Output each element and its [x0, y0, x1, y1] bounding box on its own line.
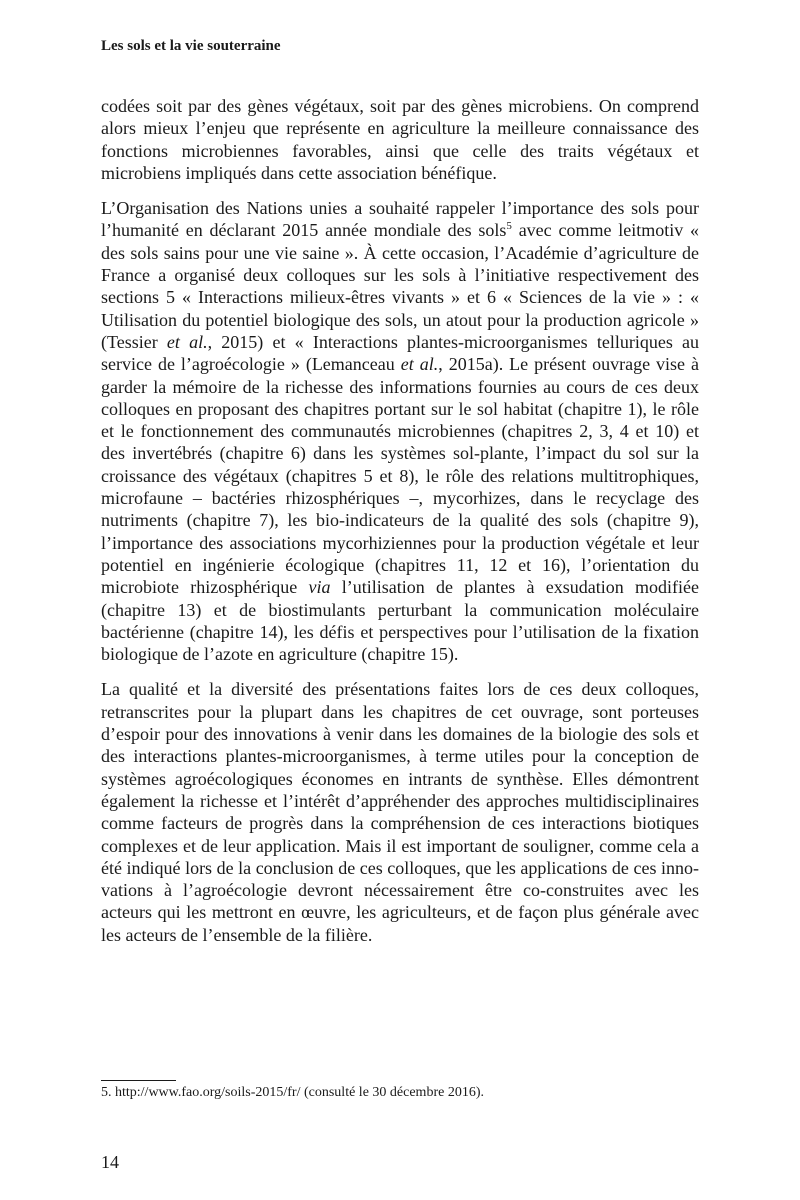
footnote: 5. http://www.fao.org/soils-2015/fr/ (consulté le 30 décembre 2016).: [101, 1085, 484, 1100]
footnote-reference[interactable]: 5: [506, 220, 512, 233]
footnote-divider: [101, 1080, 176, 1081]
body-text: [101, 95, 699, 959]
italic-via: via: [308, 577, 331, 598]
paragraph-text: , 2015) et « Interactions plantes-microorganismes telluriques au service de l’agroécologie » (Lemanceau: [101, 331, 700, 375]
paragraph-text: l’utilisation de plantes à exsudation modifiée (chapitre 13) et de biostimulants perturbant la communication moléculaire bactérienne (chapitre 14), les défis et perspectives pour l’utilisation de la fixation biologique de l’azote en agriculture (chapitre 15).: [101, 577, 699, 665]
citation-et-al: et al.: [400, 354, 439, 375]
paragraph: codées soit par des gènes végétaux, soit par des gènes microbiens. On comprend alors mieux l’enjeu que représente en agriculture la meilleure connaissance des fonctions microbiennes favorables, ainsi que celle des traits végétaux et microbiens impliqués dans cette association bénéfique.: [101, 96, 699, 183]
page-number: 14: [101, 1152, 119, 1172]
citation-et-al: et al.: [166, 331, 208, 352]
paragraph: [101, 197, 699, 665]
running-head: Les sols et la vie souterraine: [101, 38, 281, 54]
paragraph: La qualité et la diversité des présentations faites lors de ces deux colloques, retranscrites pour la plupart dans les chapitres de cet ouvrage, sont porteuses d’espoir pour des innovations à venir dans les domaines de la biologie des sols et des interactions plantes-microorganismes, à terme utiles pour la conception de systèmes agroécologiques économes en intrants de synthèse. Elles démontrent également la richesse et l’intérêt d’appréhender des approches multidisciplinaires comme facteurs de progrès dans la compréhension de ces interactions biotiques complexes et de leur application. Mais il est important de souligner, comme cela a été indiqué lors de la conclusion de ces colloques, que les applications de ces innovations à l’agroécologie devront nécessairement être co-construites avec les acteurs qui les mettront en œuvre, les agriculteurs, et de façon plus générale avec les acteurs de l’ensemble de la filière.: [101, 679, 699, 945]
paragraph-text: L’Organisation des Nations unies a souhaité rappeler l’importance des sols pour l’humanité en déclarant 2015 année mondiale des sols: [101, 198, 699, 241]
paragraph-text: , 2015a). Le présent ouvrage vise à garder la mémoire de la richesse des informations fournies au cours de ces deux colloques en proposant des chapitres portant sur le sol habitat (chapitre 1), le rôle et le fonctionnement des communautés microbiennes (chapitres 2, 3, 4 et 10) et des invertébrés (chapitre 6) dans les systèmes sol-plante, l’impact du sol sur la croissance des végétaux (chapitres 5 et 8), le rôle des relations multitrophiques, microfaune – bactéries rhizosphériques –, mycorhizes, dans le recyclage des nutriments (chapitre 7), les bio-indicateurs de la qualité des sols (chapitre 9), l’importance des associations mycorhiziennes pour la production végétale et leur potentiel en ingénierie écologique (chapitres 11, 12 et 16), l’orientation du microbiote rhizosphérique: [101, 354, 700, 598]
paragraph-text: avec comme leitmotiv « des sols sains pour une vie saine ». À cette occasion, l’Académie d’agriculture de France a organisé deux colloques sur les sols à l’initiative respectivement des sections 5 « Interactions milieux-êtres vivants » et 6 « Sciences de la vie » : « Utilisation du potentiel biologique des sols, un atout pour la production agricole » (Tessier: [101, 220, 700, 352]
